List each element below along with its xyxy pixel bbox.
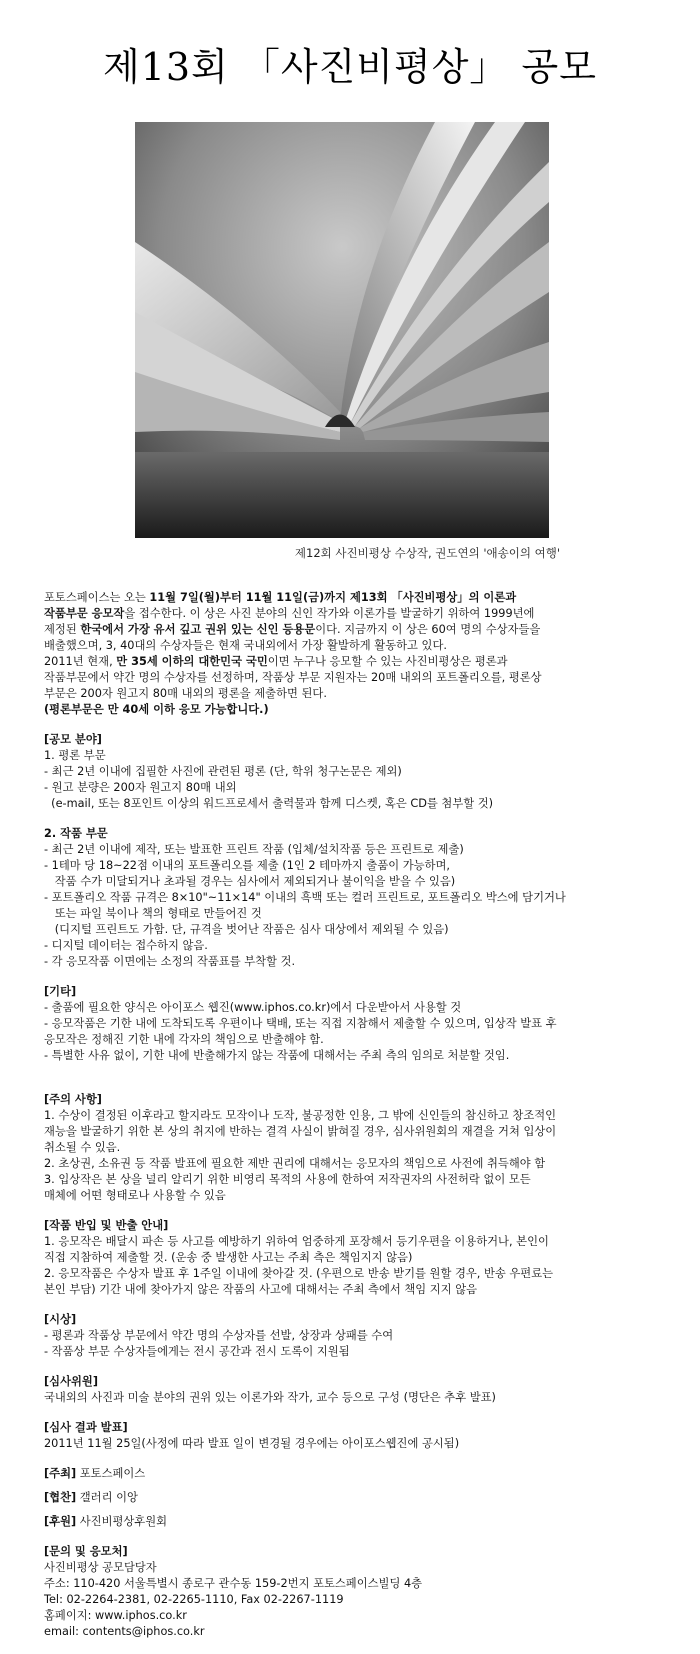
section-line: 직접 지참하여 제출할 것. (운송 중 발생한 사고는 주최 측은 책임지지 않음) [44, 1251, 413, 1264]
section-heading: [공모 분야] [44, 733, 102, 746]
section-line: 2011년 11월 25일(사정에 따라 발표 일이 변경될 경우에는 아이포스웹진에 공시됨) [44, 1437, 460, 1450]
section-line: Tel: 02-2264-2381, 02-2265-1110, Fax 02-2267-1119 [44, 1593, 344, 1606]
host-label: [주최] [44, 1467, 77, 1480]
intro-text: 작품부문에서 약간 명의 수상자를 선정하며, 작품상 부문 지원자는 20매 내외의 포트폴리오를, 평론상 [44, 671, 542, 684]
section-line: - 원고 분량은 200자 원고지 80매 내외 [44, 781, 237, 794]
section-support [44, 1490, 664, 1506]
section-heading: [문의 및 응모처] [44, 1545, 128, 1558]
intro-paragraph [44, 590, 664, 718]
section-line: 취소될 수 있음. [44, 1141, 121, 1154]
intro-text: 부문은 200자 원고지 80매 내외의 평론을 제출하면 된다. [44, 687, 327, 700]
section-line: - 평론과 작품상 부문에서 약간 명의 수상자를 선발, 상장과 상패를 수여 [44, 1329, 394, 1342]
section-line: 재능을 발굴하기 위한 본 상의 취지에 반하는 결격 사실이 밝혀질 경우, 심사위원회의 재결을 거쳐 입상이 [44, 1125, 557, 1138]
section-heading: [작품 반입 및 반출 안내] [44, 1219, 169, 1232]
section-line: - 응모작품은 기한 내에 도착되도록 우편이나 택배, 또는 직접 지참해서 제출할 수 있으며, 입상작 발표 후 [44, 1017, 557, 1030]
intro-text: 을 접수한다. 이 상은 사진 분야의 신인 작가와 이론가를 발굴하기 위하여 1999년에 [124, 607, 535, 620]
open-book-photo-icon [135, 122, 549, 538]
section-host [44, 1466, 664, 1482]
announcement-body [44, 590, 664, 1640]
section-line: - 작품상 부문 수상자들에게는 전시 공간과 전시 도록이 지원됨 [44, 1345, 350, 1358]
intro-text: 이다. 지금까지 이 상은 60여 명의 수상자들을 [315, 623, 541, 636]
section-heading: 2. 작품 부문 [44, 827, 108, 840]
section-notice [44, 1092, 664, 1204]
section-contact [44, 1544, 664, 1640]
intro-text: 배출했으며, 3, 40대의 수상자들은 현재 국내외에서 가장 활발하게 활동하고 있다. [44, 639, 447, 652]
section-line: 응모작은 정해진 기한 내에 각자의 책임으로 반출해야 함. [44, 1033, 324, 1046]
section-result [44, 1420, 664, 1452]
section-line: - 특별한 사유 없이, 기한 내에 반출해가지 않는 작품에 대해서는 주최 측의 임의로 처분할 것임. [44, 1049, 510, 1062]
intro-emphasis: 작품부문 응모작 [44, 607, 125, 620]
section-line: 1. 수상이 결정된 이후라고 할지라도 모작이나 도작, 불공정한 인용, 그 밖에 신인들의 참신하고 창조적인 [44, 1109, 557, 1122]
section-line: (e-mail, 또는 8포인트 이상의 워드프로세서 출력물과 함께 디스켓, 혹은 CD를 첨부할 것) [44, 797, 494, 810]
section-heading: [심사 결과 발표] [44, 1421, 128, 1434]
section-line: 사진비평상 공모담당자 [44, 1561, 157, 1574]
section-line: 국내외의 사진과 미술 분야의 권위 있는 이론가와 작가, 교수 등으로 구성 (명단은 추후 발표) [44, 1391, 496, 1404]
intro-line [44, 622, 664, 638]
sponsor-value: 사진비평상후원회 [76, 1515, 168, 1528]
section-line: 매체에 어떤 형태로나 사용할 수 있음 [44, 1189, 226, 1202]
section-line: 1. 응모작은 배달시 파손 등 사고를 예방하기 위하여 엄중하게 포장해서 등기우편을 이용하거나, 본인이 [44, 1235, 549, 1248]
section-line: - 디지털 데이터는 접수하지 않음. [44, 939, 208, 952]
sponsor-label: [후원] [44, 1515, 77, 1528]
intro-emphasis: 한국에서 가장 유서 깊고 권위 있는 신인 등용문 [80, 623, 316, 636]
intro-text: 2011년 현재, [44, 655, 117, 668]
section-sponsor [44, 1514, 664, 1530]
section-works [44, 826, 664, 970]
section-line: 3. 입상작은 본 상을 널리 알리기 위한 비영리 목적의 사용에 한하여 저작권자의 사전허락 없이 모든 [44, 1173, 531, 1186]
intro-line [44, 702, 664, 718]
intro-line [44, 670, 664, 686]
intro-text: 이면 누구나 응모할 수 있는 사진비평상은 평론과 [267, 655, 508, 668]
section-line: 본인 부담) 기간 내에 찾아가지 않은 작품의 사고에 대해서는 주최 측에서 책임 지지 않음 [44, 1283, 478, 1296]
section-line: 2. 초상권, 소유권 등 작품 발표에 필요한 제반 권리에 대해서는 응모자의 책임으로 사전에 취득해야 함 [44, 1157, 546, 1170]
intro-emphasis: 11월 7일(월)부터 11월 11일(금)까지 제13회 「사진비평상」의 이론과 [149, 591, 517, 604]
section-line: - 각 응모작품 이면에는 소정의 작품표를 부착할 것. [44, 955, 296, 968]
section-line: email: contents@iphos.co.kr [44, 1625, 205, 1638]
section-line: 1. 평론 부문 [44, 749, 106, 762]
section-heading: [주의 사항] [44, 1093, 102, 1106]
section-line: - 포트폴리오 작품 규격은 8×10"~11×14" 이내의 흑백 또는 컬러 프린트로, 포트폴리오 박스에 담기거나 [44, 891, 566, 904]
photo-caption: 제12회 사진비평상 수상작, 권도연의 '애송이의 여행' [294, 546, 560, 560]
section-jury [44, 1374, 664, 1406]
section-line: - 출품에 필요한 양식은 아이포스 웹진(www.iphos.co.kr)에서 다운받아서 사용할 것 [44, 1001, 462, 1014]
section-heading: [심사위원] [44, 1375, 98, 1388]
intro-text: 제정된 [44, 623, 81, 636]
section-heading: [시상] [44, 1313, 77, 1326]
intro-emphasis: (평론부문은 만 40세 이하 응모 가능합니다.) [44, 703, 269, 716]
intro-line [44, 606, 664, 622]
intro-line [44, 654, 664, 670]
section-line: 2. 응모작품은 수상자 발표 후 1주일 이내에 찾아갈 것. (우편으로 반송 받기를 원할 경우, 반송 우편료는 [44, 1267, 554, 1280]
section-heading: [기타] [44, 985, 77, 998]
page-title: 제13회 「사진비평상」 공모 [103, 45, 597, 89]
section-line: - 최근 2년 이내에 제작, 또는 발표한 프린트 작품 (입체/설치작품 등은 프린트로 제출) [44, 843, 464, 856]
section-line: (디지털 프린트도 가함. 단, 규격을 벗어난 작품은 심사 대상에서 제외될 수 있음) [44, 923, 449, 936]
intro-line [44, 686, 664, 702]
intro-line [44, 638, 664, 654]
section-line: 작품 수가 미달되거나 초과될 경우는 심사에서 제외되거나 불이익을 받을 수 있음) [44, 875, 456, 888]
support-value: 갤러리 이앙 [76, 1491, 138, 1504]
intro-line [44, 590, 664, 606]
section-line: - 최근 2년 이내에 집필한 사진에 관련된 평론 (단, 학위 청구논문은 제외) [44, 765, 402, 778]
section-line: - 1테마 당 18~22점 이내의 포트폴리오를 제출 (1인 2 테마까지 출품이 가능하며, [44, 859, 451, 872]
intro-emphasis: 만 35세 이하의 대한민국 국민 [116, 655, 268, 668]
section-line: 주소: 110-420 서울특별시 종로구 관수동 159-2번지 포토스페이스빌딩 4층 [44, 1577, 423, 1590]
support-label: [협찬] [44, 1491, 77, 1504]
intro-text: 포토스페이스는 오는 [44, 591, 150, 604]
section-delivery [44, 1218, 664, 1298]
section-award [44, 1312, 664, 1360]
section-field [44, 732, 664, 812]
section-etc [44, 984, 664, 1064]
host-value: 포토스페이스 [76, 1467, 146, 1480]
section-line: 홈페이지: www.iphos.co.kr [44, 1609, 187, 1622]
section-line: 또는 파일 북이나 책의 형태로 만들어진 것 [44, 907, 262, 920]
